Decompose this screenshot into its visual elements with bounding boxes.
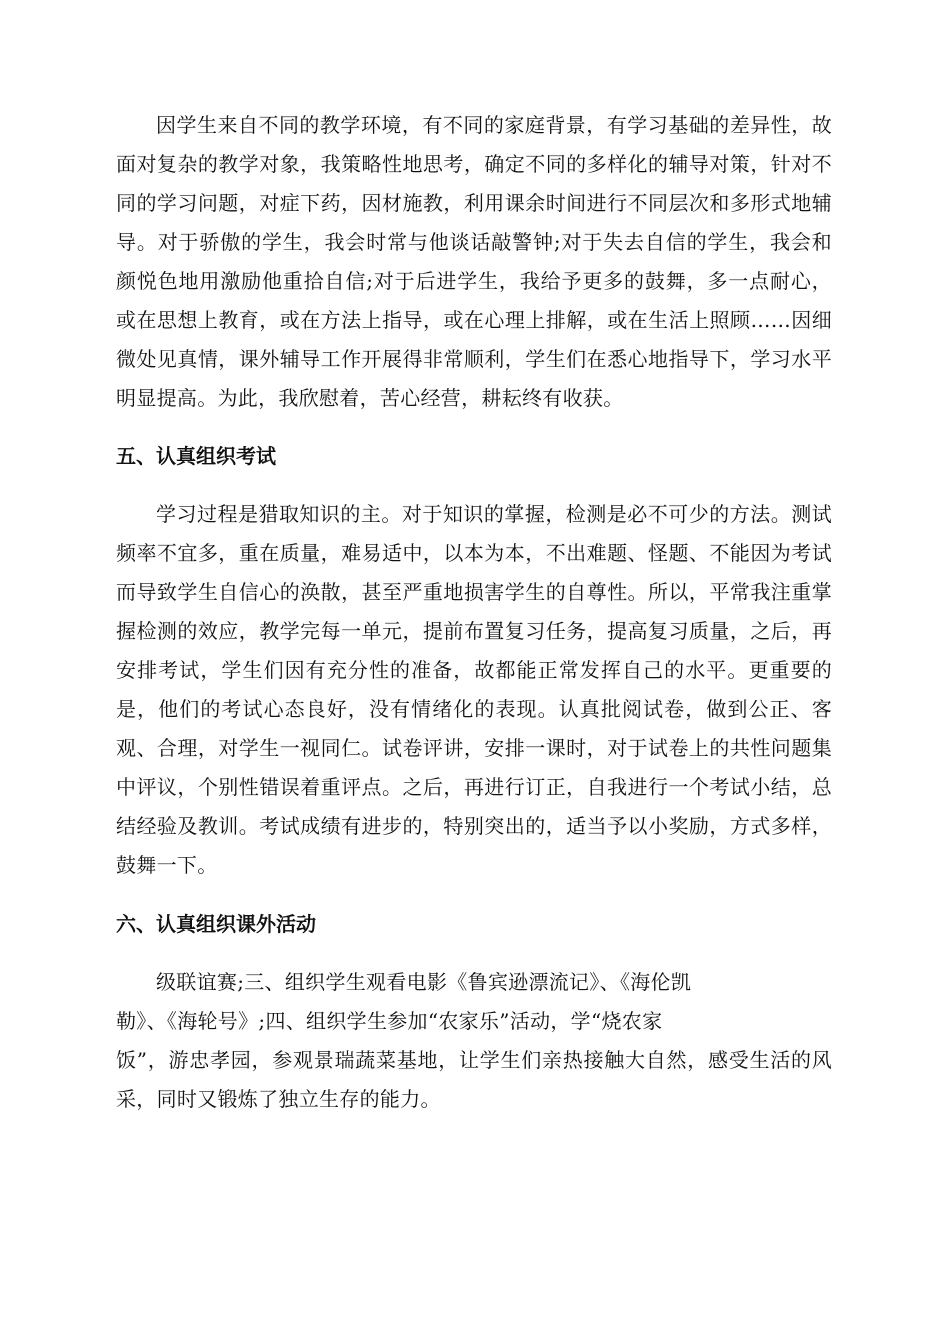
paragraph-activities: 级联谊赛;三、组织学生观看电影《鲁宾逊漂流记》、《海伦凯 勒》、《海轮号》;四、组织学生参加“农家乐”活动，学“烧农家 饭”，游忠孝园，参观景瑞蔬菜基地，让学生们亲热接触大自然，感受生活的风采，同时又锻炼了独立生存的能力。 — [116, 970, 832, 1111]
document-page — [116, 106, 832, 1119]
section-heading-activities: 六、认真组织课外活动 — [116, 912, 316, 936]
paragraph-exams: 学习过程是猎取知识的主。对于知识的掌握，检测是必不可少的方法。测试频率不宜多，重在质量，难易适中，以本为本，不出难题、怪题、不能因为考试而导致学生自信心的涣散，甚至严重地损害学生的自尊性。所以，平常我注重掌握检测的效应，教学完每一单元，提前布置复习任务，提高复习质量，之后，再安排考试，学生们因有充分性的准备，故都能正常发挥自己的水平。更重要的是，他们的考试心态良好，没有情绪化的表现。认真批阅试卷，做到公正、客观、合理，对学生一视同仁。试卷评讲，安排一课时，对于试卷上的共性问题集中评议，个别性错误着重评点。之后，再进行订正，自我进行一个考试小结，总结经验及教训。考试成绩有进步的，特别突出的，适当予以小奖励，方式多样，鼓舞一下。 — [116, 502, 832, 877]
paragraph-tutoring: 因学生来自不同的教学环境，有不同的家庭背景，有学习基础的差异性，故面对复杂的教学对象，我策略性地思考，确定不同的多样化的辅导对策，针对不同的学习问题，对症下药，因材施教，利用课余时间进行不同层次和多形式地辅导。对于骄傲的学生，我会时常与他谈话敲警钟;对于失去自信的学生，我会和颜悦色地用激励他重拾自信;对于后进学生，我给予更多的鼓舞，多一点耐心，或在思想上教育，或在方法上指导，或在心理上排解，或在生活上照顾……因细微处见真情，课外辅导工作开展得非常顺利，学生们在悉心地指导下，学习水平明显提高。为此，我欣慰着，苦心经营，耕耘终有收获。 — [116, 113, 832, 410]
section-heading-exams: 五、认真组织考试 — [116, 444, 276, 468]
